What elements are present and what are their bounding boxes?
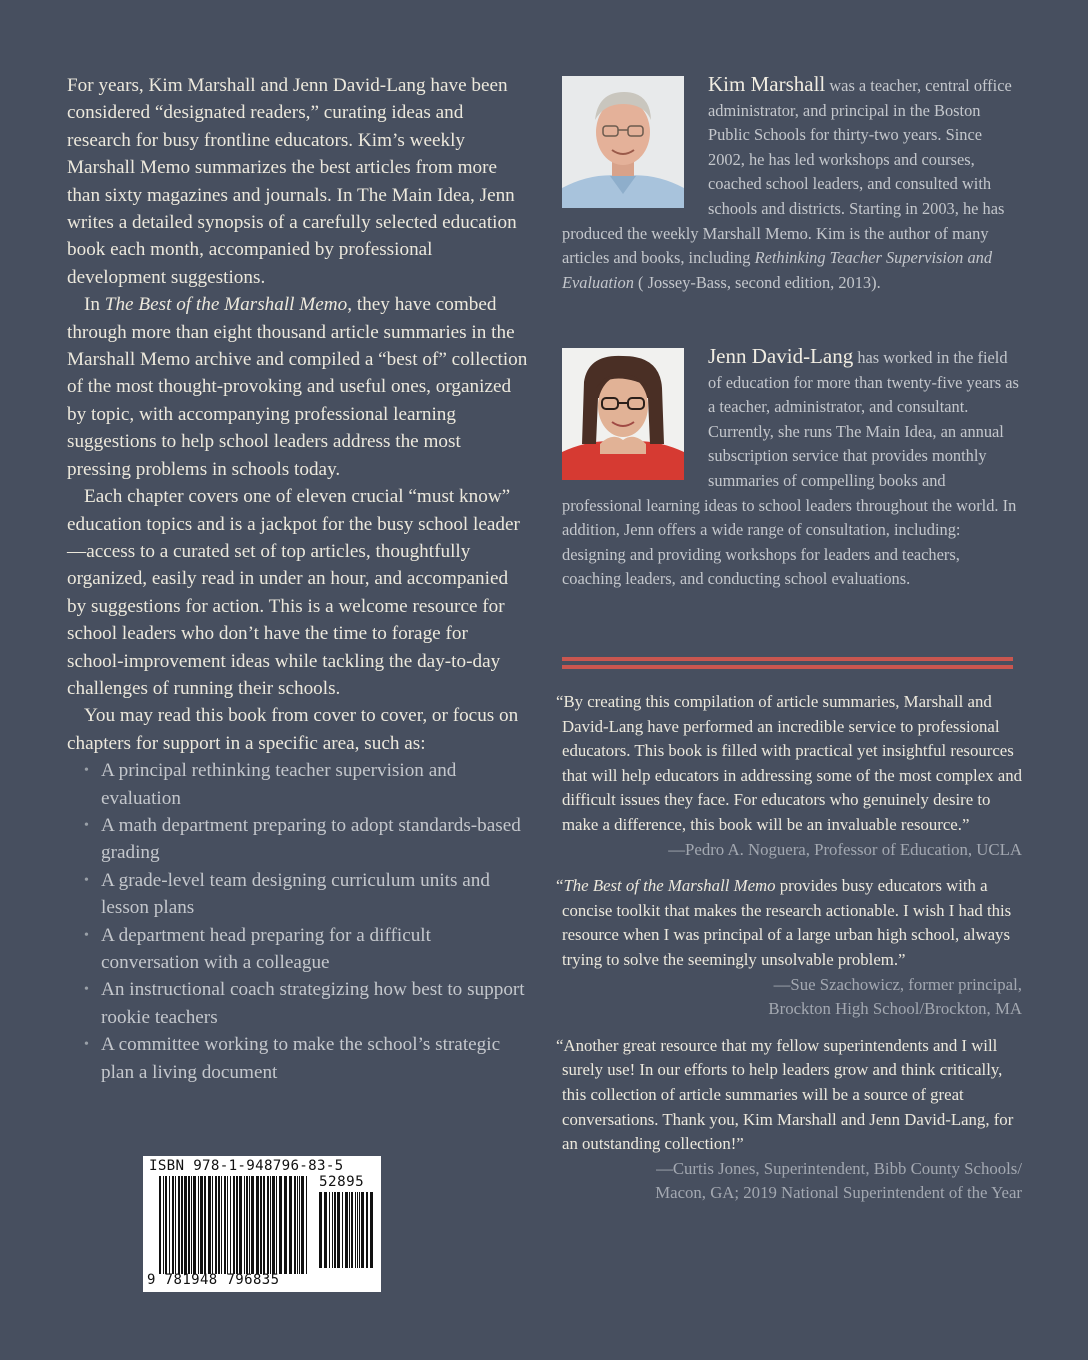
author-photo-kim (562, 76, 684, 208)
barcode-bar (249, 1176, 250, 1274)
list-item: • A grade-level team designing curriculum units and lesson plans (84, 867, 529, 922)
isbn-number: ISBN 978-1-948796-83-5 (149, 1158, 344, 1174)
author-photo-jenn (562, 348, 684, 480)
barcode-bar (345, 1192, 348, 1268)
barcode-bar (334, 1192, 336, 1268)
endorsement-text: “Another great resource that my fellow superintendents and I will surely use! In our efforts to help leaders grow and think critically, this collection of article summaries will be a source of great conversations. Thank you, Kim Marshall and Jenn David-Lang, for an outstanding collection!” (556, 1035, 1014, 1154)
endorsement-text: “The Best of the Marshall Memo provides busy educators with a concise toolkit that makes the research actionable. I wish I had this resource when I was principal of a large urban high school, always trying to solve the seemingly unsolvable problem.” (556, 876, 1012, 969)
endorsement-jones (556, 1034, 1022, 1206)
barcode-bar (357, 1192, 358, 1268)
barcode-bar (244, 1176, 245, 1274)
barcode-bar (215, 1176, 217, 1274)
author-bios (562, 72, 1022, 592)
barcode-bar (169, 1176, 170, 1274)
barcode-bar (319, 1192, 322, 1268)
barcode-bar (181, 1176, 183, 1274)
barcode-bar (218, 1176, 220, 1274)
barcode-bar (270, 1176, 271, 1274)
barcode-bar (306, 1176, 307, 1274)
use-case-list (67, 757, 529, 1086)
barcode-bar (208, 1176, 211, 1274)
barcode-bar (272, 1176, 275, 1274)
barcode-digits: 9 781948 796835 (147, 1272, 280, 1288)
barcode-bar (284, 1176, 287, 1274)
bio-kim-marshall: Kim Marshall was a teacher, central office administrator, and principal in the Boston Public Schools for thirty-two years. Since 2002, he has led workshops and courses, coached school leaders, and consulted with schools and districts. Starting in 2003, he has produced the weekly Marshall Memo. Kim is the author of many articles and books, including Rethinking Teacher Supervision and Evaluation ( Jossey-Bass, second edition, 2013). (562, 72, 1012, 292)
ean-barcode-bars (159, 1176, 311, 1274)
barcode-bar (256, 1176, 259, 1274)
portrait-jenn-icon (562, 348, 684, 480)
portrait-kim-icon (562, 76, 684, 208)
barcode-bar (370, 1192, 373, 1268)
description-paragraph-3: Each chapter covers one of eleven crucial “must know” education topics and is a jackpot for the busy school leader—access to a curated set of top articles, thoughtfully organized, easily read in under an hour, and accompanied by suggestions for action. This is a welcome resource for school leaders who don’t have the time to forage for school-improvement ideas while tackling the day-to-day challenges of running their schools. (67, 486, 520, 699)
bio-jenn-david-lang: Jenn David-Lang has worked in the field of education for more than twenty-five years as a teacher, administrator, and consultant. Currently, she runs The Main Idea, an annual subscription service that provides monthly summaries of compelling books and professional learning ideas to school leaders throughout the world. In addition, Jenn offers a wide range of consultation, including: designing and providing workshops for leaders and teachers, coaching leaders, and conducting school evaluations. (562, 344, 1019, 589)
barcode-bar (191, 1176, 192, 1274)
barcode-bar (279, 1176, 282, 1274)
barcode-bar (332, 1192, 333, 1268)
barcode-bar (267, 1176, 269, 1274)
barcode-bar (224, 1176, 226, 1274)
barcode-bar (159, 1176, 161, 1274)
book-title: The Best of the Marshall Memo (104, 294, 348, 316)
barcode-bar (260, 1176, 262, 1274)
endorsements (556, 690, 1022, 1206)
barcode-bar (299, 1176, 300, 1274)
barcode-bar (233, 1176, 235, 1274)
description-paragraph-4: You may read this book from cover to cover, or focus on chapters for support in a specific area, such as: (67, 705, 519, 754)
description-paragraph-1: For years, Kim Marshall and Jenn David-Lang have been considered “designated readers,” curating ideas and research for busy frontline educators. Kim’s weekly Marshall Memo summarizes the best articles from more than sixty magazines and journals. In The Main Idea, Jenn writes a detailed synopsis of a carefully selected education book each month, accompanied by professional development suggestions. (67, 75, 517, 288)
barcode-bar (361, 1192, 364, 1268)
barcode-bar (337, 1192, 340, 1268)
barcode-bar (351, 1192, 353, 1268)
addon-barcode-bars (319, 1192, 375, 1268)
endorsement-noguera (556, 690, 1022, 862)
price-code: 52895 (319, 1174, 365, 1190)
barcode-bar (198, 1176, 199, 1274)
list-item: • A committee working to make the school’s strategic plan a living document (84, 1031, 529, 1086)
barcode-bar (204, 1176, 206, 1274)
barcode-bar (172, 1176, 174, 1274)
barcode-bar (200, 1176, 203, 1274)
barcode-bar (193, 1176, 196, 1274)
description-paragraph-2: In The Best of the Marshall Memo, they have combed through more than eight thousand article summaries in the Marshall Memo archive and compiled a “best of” collection of the most thought-provoking and useful ones, organized by topic, with accompanying professional learning suggestions to help school leaders address the most pressing problems in schools today. (67, 294, 528, 480)
barcode-bar (251, 1176, 254, 1274)
barcode-bar (239, 1176, 242, 1274)
barcode-bar (175, 1176, 176, 1274)
barcode-bar (246, 1176, 248, 1274)
barcode-bar (184, 1176, 187, 1274)
book-title: The Best of the Marshall Memo (563, 876, 776, 896)
barcode-bar (276, 1176, 277, 1274)
barcode-bar (221, 1176, 222, 1274)
endorsement-attribution: Brockton High School/Brockton, MA (768, 999, 1022, 1019)
section-divider (562, 657, 1013, 669)
barcode-bar (263, 1176, 265, 1274)
barcode-bar (230, 1176, 231, 1274)
barcode-bar (236, 1176, 238, 1274)
list-item: • An instructional coach strategizing how best to support rookie teachers (84, 976, 529, 1031)
barcode-bar (301, 1176, 304, 1274)
endorsement-attribution: Macon, GA; 2019 National Superintendent of the Year (655, 1183, 1022, 1203)
barcode-bar (297, 1176, 298, 1274)
isbn-barcode (143, 1156, 381, 1292)
book-title: Rethinking Teacher Supervision and Evaluation (562, 248, 993, 292)
barcode-bar (355, 1192, 356, 1268)
endorsement-attribution: —Pedro A. Noguera, Professor of Education, UCLA (668, 839, 1022, 859)
list-item: • A math department preparing to adopt standards-based grading (84, 812, 529, 867)
description-column (67, 72, 529, 1086)
barcode-bar (294, 1176, 296, 1274)
barcode-bar (178, 1176, 180, 1274)
barcode-bar (163, 1176, 164, 1274)
barcode-bar (342, 1192, 343, 1268)
barcode-bar (366, 1192, 368, 1268)
list-item: • A principal rethinking teacher supervision and evaluation (84, 757, 529, 812)
barcode-bar (289, 1176, 292, 1274)
author-name-kim: Kim Marshall (708, 72, 826, 96)
barcode-bar (324, 1192, 327, 1268)
barcode-bar (227, 1176, 228, 1274)
list-item: • A department head preparing for a difficult conversation with a colleague (84, 922, 529, 977)
endorsement-szachowicz (556, 874, 1022, 1022)
barcode-bar (359, 1192, 360, 1268)
author-name-jenn: Jenn David-Lang (708, 344, 854, 368)
barcode-bar (188, 1176, 190, 1274)
endorsement-attribution: —Curtis Jones, Superintendent, Bibb County Schools/ (656, 1158, 1022, 1178)
barcode-bar (329, 1192, 330, 1268)
endorsement-attribution: —Sue Szachowicz, former principal, (773, 974, 1022, 994)
barcode-bar (349, 1192, 350, 1268)
barcode-bar (165, 1176, 167, 1274)
barcode-bar (212, 1176, 213, 1274)
endorsement-text: “By creating this compilation of article summaries, Marshall and David-Lang have performed an incredible service to professional educators. This book is filled with practical yet insightful resources that will help educators in addressing some of the most complex and difficult issues they face. For educators who genuinely desire to make a difference, this book will be an invaluable resource.” (556, 692, 1022, 834)
